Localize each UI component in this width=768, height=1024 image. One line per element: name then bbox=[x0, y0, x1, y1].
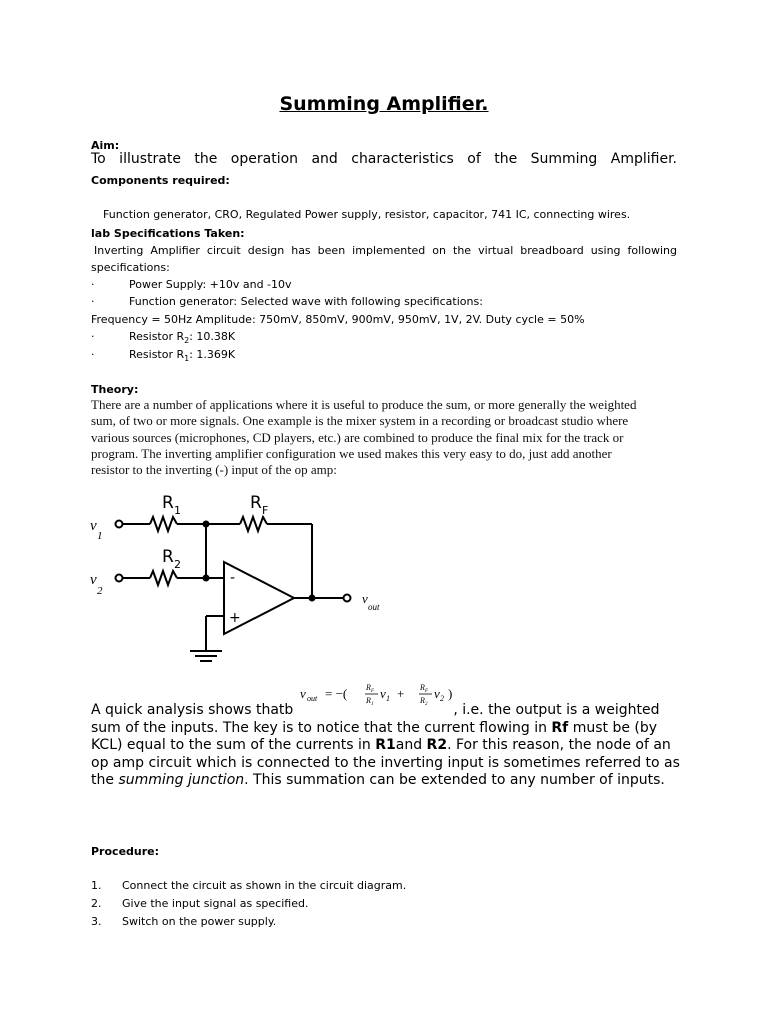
output-terminal bbox=[344, 595, 351, 602]
r1-sub: 1 bbox=[174, 504, 181, 517]
formula-lhs: v bbox=[300, 686, 306, 701]
summing-junction-term: summing junction bbox=[118, 772, 245, 788]
theory-line: There are a number of applications where it is useful to produce the sum, or more generally the weighted bbox=[91, 397, 637, 412]
spec-power-supply bbox=[91, 276, 292, 293]
r1-term: R1 bbox=[375, 737, 396, 753]
input-terminal-v1 bbox=[116, 521, 123, 528]
r2-label: R bbox=[162, 547, 174, 567]
r2-value: : 10.38K bbox=[189, 330, 236, 343]
r2-sub: 2 bbox=[184, 336, 190, 346]
formula-v2-sub: 2 bbox=[440, 694, 444, 703]
procedure-list bbox=[91, 877, 406, 931]
formula-r1: R bbox=[366, 696, 371, 705]
procedure-heading: Procedure: bbox=[91, 845, 160, 858]
theory-line: various sources (microphones, CD players, etc.) are combined to produce the final mix for the track or bbox=[91, 429, 624, 445]
theory-line: resistor to the inverting (-) input of the op amp: bbox=[91, 462, 337, 478]
procedure-step bbox=[91, 913, 406, 931]
junction-dot bbox=[203, 575, 210, 582]
formula-r2: R bbox=[420, 696, 425, 705]
power-supply-text: Power Supply: +10v and -10v bbox=[129, 278, 292, 291]
formula-rf1: R bbox=[366, 683, 371, 692]
formula-rf2: R bbox=[420, 683, 425, 692]
analysis-line bbox=[91, 720, 681, 738]
procedure-step bbox=[91, 877, 406, 895]
vout-sub: out bbox=[368, 602, 380, 612]
resistor-r1 bbox=[150, 517, 177, 531]
vout-label: v bbox=[362, 591, 368, 606]
step-text: Switch on the power supply. bbox=[122, 915, 277, 928]
theory-line: program. The inverting amplifier configuration we used makes this very easy to do, just add another bbox=[91, 445, 612, 461]
formula-eq: = −( bbox=[325, 686, 348, 701]
theory-line: sum, of two or more signals. One example is the mixer system in a recording or broadcast studio where bbox=[91, 413, 629, 429]
aim-text: To illustrate the operation and characteristics of the Summing Amplifier. bbox=[91, 151, 677, 167]
procedure-step bbox=[91, 895, 406, 913]
formula-v2: v bbox=[434, 686, 440, 701]
formula-rf1-sub: F bbox=[371, 689, 375, 694]
v2-label: v bbox=[90, 572, 97, 588]
r2-term: R2 bbox=[426, 737, 448, 753]
formula-lhs-sub: out bbox=[307, 694, 318, 703]
step-text: Connect the circuit as shown in the circuit diagram. bbox=[122, 879, 407, 892]
r2-label: Resistor R bbox=[129, 330, 185, 343]
bullet: · bbox=[91, 330, 95, 343]
components-heading: Components required: bbox=[91, 174, 230, 187]
analysis-line bbox=[91, 772, 681, 790]
analysis-line bbox=[91, 737, 681, 755]
bullet: · bbox=[91, 278, 95, 291]
theory-text bbox=[91, 397, 691, 478]
r1-label: Resistor R bbox=[129, 348, 185, 361]
step-number: 2. bbox=[91, 897, 102, 910]
analysis-paragraph bbox=[91, 702, 681, 790]
spec-resistor-r1 bbox=[91, 346, 235, 367]
analysis-text: A quick analysis shows thatb bbox=[91, 702, 294, 718]
formula-plus: + bbox=[397, 686, 405, 701]
analysis-line bbox=[91, 702, 681, 720]
resistor-rf bbox=[240, 517, 267, 531]
specs-heading: lab Specifications Taken: bbox=[91, 227, 245, 240]
aim-heading: Aim: bbox=[91, 139, 120, 152]
step-number: 3. bbox=[91, 915, 102, 928]
analysis-text: . For this reason, the node of an bbox=[447, 737, 671, 753]
theory-heading: Theory: bbox=[91, 383, 139, 396]
analysis-text: the bbox=[91, 772, 119, 788]
resistor-r2 bbox=[150, 571, 177, 585]
rf-label: R bbox=[250, 493, 262, 513]
r1-label: R bbox=[162, 493, 174, 513]
rf-term: Rf bbox=[551, 719, 569, 736]
r2-sub: 2 bbox=[174, 558, 181, 571]
components-text: Function generator, CRO, Regulated Power supply, resistor, capacitor, 741 IC, connecting wires. bbox=[103, 208, 631, 221]
formula-r2-sub: 2 bbox=[425, 702, 428, 707]
v1-sub: 1 bbox=[97, 530, 103, 542]
step-text: Give the input signal as specified. bbox=[122, 897, 309, 910]
noninverting-sign: + bbox=[229, 610, 241, 626]
formula-rf2-sub: F bbox=[425, 689, 429, 694]
formula-r1-sub: 1 bbox=[371, 702, 374, 707]
page-title: Summing Amplifier. bbox=[279, 93, 489, 115]
spec-frequency: Frequency = 50Hz Amplitude: 750mV, 850mV, 900mV, 950mV, 1V, 2V. Duty cycle = 50% bbox=[91, 313, 585, 326]
spec-function-generator bbox=[91, 293, 483, 310]
formula-v1-sub: 1 bbox=[386, 694, 390, 703]
analysis-text: sum of the inputs. The key is to notice that the current flowing in bbox=[91, 719, 552, 736]
inverting-sign: - bbox=[230, 570, 236, 586]
analysis-text: . This summation can be extended to any number of inputs. bbox=[244, 772, 665, 788]
rf-sub: F bbox=[262, 504, 269, 517]
junction-dot bbox=[203, 521, 210, 528]
formula-close: ) bbox=[448, 686, 453, 701]
step-number: 1. bbox=[91, 879, 102, 892]
bullet: · bbox=[91, 295, 95, 308]
junction-dot bbox=[309, 595, 316, 602]
v1-label: v bbox=[90, 518, 97, 534]
analysis-line: op amp circuit which is connected to the inverting input is sometimes referred to as bbox=[91, 754, 680, 771]
specs-intro: Inverting Amplifier circuit design has been implemented on the virtual breadboard using following specifications: bbox=[91, 244, 677, 274]
analysis-text: must be (by bbox=[568, 719, 658, 736]
v2-sub: 2 bbox=[97, 585, 103, 597]
summing-amplifier-circuit bbox=[80, 486, 400, 666]
analysis-text: KCL) equal to the sum of the currents in bbox=[91, 737, 376, 753]
r1-sub: 1 bbox=[184, 354, 190, 364]
formula-v1: v bbox=[380, 686, 386, 701]
r1-value: : 1.369K bbox=[189, 348, 236, 361]
bullet: · bbox=[91, 348, 95, 361]
function-generator-text: Function generator: Selected wave with following specifications: bbox=[129, 295, 483, 308]
input-terminal-v2 bbox=[116, 575, 123, 582]
analysis-text: and bbox=[395, 737, 427, 753]
analysis-text: , i.e. the output is a weighted bbox=[453, 702, 660, 718]
